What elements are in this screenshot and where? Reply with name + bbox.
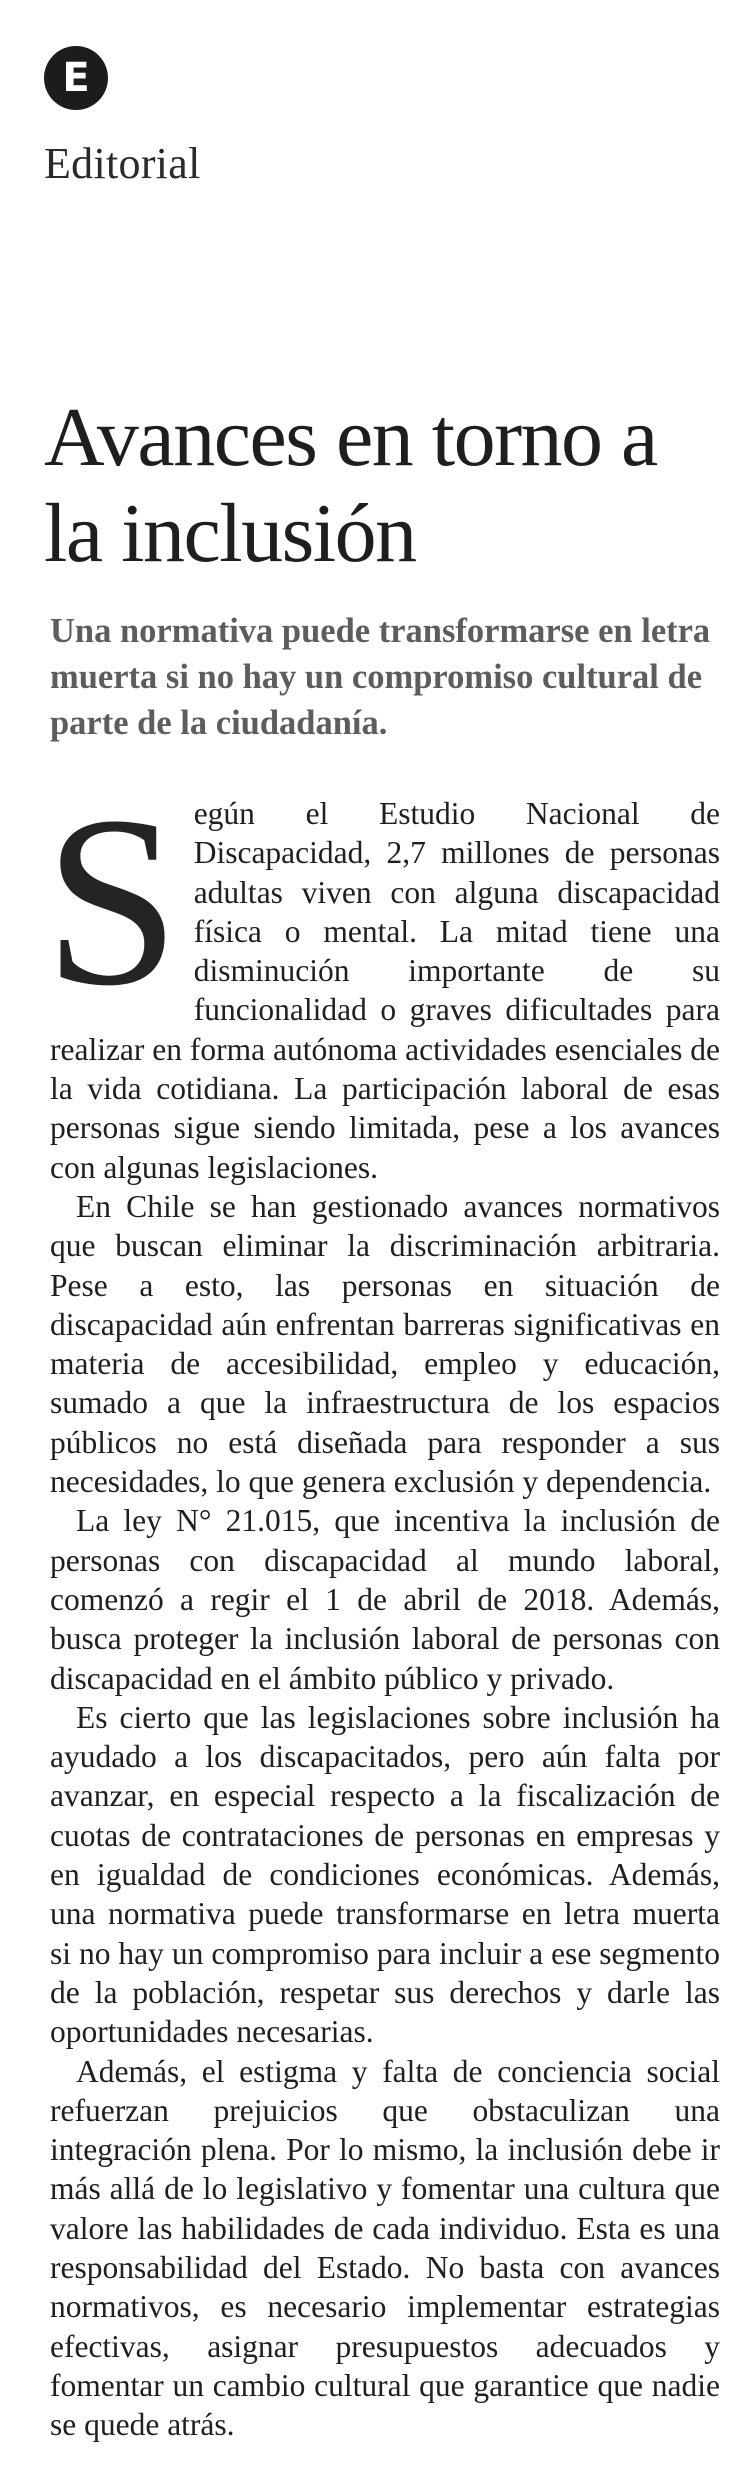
article-paragraph: En Chile se han gestionado avances normativos que buscan eliminar la discriminación arbitraria. Pese a esto, las personas en situación de discapacidad aún enfrentan barreras significativas en materia de accesibilidad, empleo y educación, sumado a que la infraestructura de los espacios públicos no está diseñada para responder a sus necesidades, lo que genera exclusión y dependencia. [50, 1188, 720, 1500]
article-body [44, 766, 720, 2444]
article-paragraph: Es cierto que las legislaciones sobre inclusión ha ayudado a los discapacitados, pero aún falta por avanzar, en especial respecto a la fiscalización de cuotas de contrataciones de personas en empresas y en igualdad de condiciones económicas. Además, una normativa puede transformarse en letra muerta si no hay un compromiso para incluir a ese segmento de la población, respetar sus derechos y darle las oportunidades necesarias. [50, 1699, 720, 2050]
paragraph-text: egún el Estudio Nacional de Discapacidad, 2,7 millones de personas adultas viven con alguna discapacidad física o mental. La mitad tiene una disminución importante de su funcionalidad o graves dificultades para realizar en forma autónoma actividades esenciales de la vida cotidiana. La participación laboral de esas personas sigue siendo limitada, pese a los avances con algunas legislaciones. [50, 796, 720, 1185]
section-label: Editorial [44, 139, 201, 188]
section-badge-icon: E [44, 46, 108, 110]
article-paragraph: La ley N° 21.015, que incentiva la inclusión de personas con discapacidad al mundo laboral, comenzó a regir el 1 de abril de 2018. Además, busca proteger la inclusión laboral de personas con discapacidad en el ámbito público y privado. [50, 1503, 720, 1696]
article-lede: Una normativa puede transformarse en letra muerta si no hay un compromiso cultural de parte de la ciudadanía. [50, 612, 711, 742]
article-title: Avances en torno a la inclusión [44, 391, 657, 580]
drop-cap: S [44, 766, 180, 1036]
article-paragraph: Además, el estigma y falta de conciencia social refuerzan prejuicios que obstaculizan una integración plena. Por lo mismo, la inclusión debe ir más allá de lo legislativo y fomentar una cultura que valore las habilidades de cada individuo. Esta es una responsabilidad del Estado. No basta con avances normativos, es necesario implementar estrategias efectivas, asignar presupuestos adecuados y fomentar un cambio cultural que garantice que nadie se quede atrás. [50, 2053, 720, 2443]
article-paragraph [44, 766, 720, 1187]
